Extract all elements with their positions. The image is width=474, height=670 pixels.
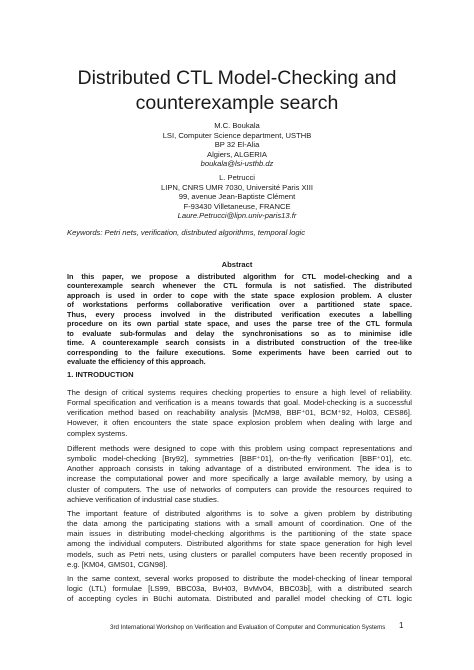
abstract-line: of workstations performs collaborative verification over a partitioned state space. (67, 300, 412, 310)
author-affiliation-line: 99, avenue Jean-Baptiste Clément (178, 192, 296, 202)
paragraph-line: main issues in distributing model-checking algorithms is the partitioning of the state space (67, 529, 412, 539)
paragraph (67, 574, 412, 604)
abstract-line: Thus, every process involved in the distributed verification executes a labelling (67, 309, 412, 319)
paragraph-line: among the individual computers. Distributed algorithms for state space generation for high level (67, 539, 412, 549)
paragraph (67, 509, 412, 570)
paragraph (67, 444, 412, 505)
abstract-body (67, 272, 412, 367)
author-affiliation-line: Algiers, ALGERIA (207, 149, 267, 159)
paragraph-line: logic (LTL) formulae [LS99, BBC03a, BvH03, BvMv04, BBC03b], with a distributed search (67, 584, 412, 594)
author-affiliation-line: LIPN, CNRS UMR 7030, Université Paris XIII (161, 182, 313, 192)
author-affiliation-line: LSI, Computer Science department, USTHB (162, 130, 312, 140)
abstract-line: In this paper, we propose a distributed algorithm for CTL model-checking and a (67, 272, 412, 281)
paper-title (40, 66, 434, 116)
abstract-line: evaluate the efficiency of this approach. (67, 357, 206, 367)
author-email: Laure.Petrucci@lipn.univ-paris13.fr (177, 211, 297, 221)
paragraph-line: The important feature of distributed algorithms is to solve a given problem by distributing (67, 509, 412, 518)
abstract-line: counterexample search whenever the CTL formula is not satisfied. The distributed (67, 281, 412, 291)
author-name: M.C. Boukala (214, 121, 260, 130)
title-line-2: counterexample search (135, 92, 339, 114)
paragraph-line: Another approach consists in taking advantage of a distributed environment. The idea is to (67, 464, 412, 474)
paragraph-line: the data among the participating stations with a small amount of coordination. One of the (67, 519, 412, 529)
page-footer: 3rd International Workshop on Verification and Evaluation of Computer and Communication Systems (110, 624, 386, 631)
paragraph-line: Formal specification and verification is a means towards that goal. Model-checking is a successful (67, 398, 412, 408)
author-block-1 (40, 121, 434, 169)
paragraph-line: verification method based on reachability analysis [McM98, BBF⁺01, BCM⁺92, Hol03, CES86]. (67, 408, 412, 418)
abstract-line: to evaluate sub-formulas and delay the synchronisations so as to minimise idle (67, 328, 412, 338)
abstract-line: corresponding to the failure executions. Some experiments have been carried out to (67, 347, 412, 357)
author-block-2 (40, 173, 434, 221)
paragraph-line: The design of critical systems requires checking properties to ensure a high level of reliability. (67, 388, 412, 397)
paragraph-line: symbolic model-checking [Bry92], symmetries [BBF⁺01], on-the-fly verification [BBF⁺01], etc. (67, 454, 412, 464)
paragraph-line: e.g. [KM04, GMS01, CGN98]. (67, 559, 168, 569)
author-affiliation-line: F-93430 Villetaneuse, FRANCE (183, 201, 291, 211)
paragraph-line: of accepting cycles in Büchi automata. Distributed and parallel model checking of CTL logic (67, 594, 412, 604)
paragraph (67, 388, 412, 439)
paragraph-line: cluster of computers. The use of networks of computers can provide the resources required to (67, 484, 412, 494)
author-affiliation-line: BP 32 El-Alia (214, 140, 260, 150)
paragraph-line: In the same context, several works proposed to distribute the model-checking of linear temporal (67, 574, 412, 583)
abstract-heading: Abstract (221, 260, 253, 269)
abstract-line: approach is used in order to cope with the state space explosion problem. A cluster (67, 290, 412, 300)
paragraph-line: Different methods were designed to cope with this problem using compact representations and (67, 444, 412, 453)
title-line-1: Distributed CTL Model-Checking and (77, 67, 397, 89)
paragraph-line: However, it often encounters the state space explosion problem when dealing with large and (67, 418, 412, 428)
abstract-line: procedure on its own partial state space, and uses the parse tree of the CTL formula (67, 319, 412, 329)
keywords: Keywords: Petri nets, verification, distributed algorithms, temporal logic (67, 228, 306, 237)
author-name: L. Petrucci (219, 173, 255, 182)
paragraph-line: models, such as Petri nets, using clusters or parallel computers have been recently proposed in (67, 549, 412, 559)
page-number: 1 (399, 621, 404, 630)
section-heading-introduction: 1. INTRODUCTION (67, 370, 134, 379)
author-email: boukala@lsi-usthb.dz (200, 159, 274, 169)
abstract-line: time. A counterexample search consists in a distributed construction of the tree-like (67, 338, 412, 348)
paragraph-line: increase the computational power and more specifically a large available memory, by using a (67, 474, 412, 484)
paragraph-line: achieve verification of industrial case studies. (67, 494, 219, 504)
paragraph-line: complex systems. (67, 428, 128, 438)
